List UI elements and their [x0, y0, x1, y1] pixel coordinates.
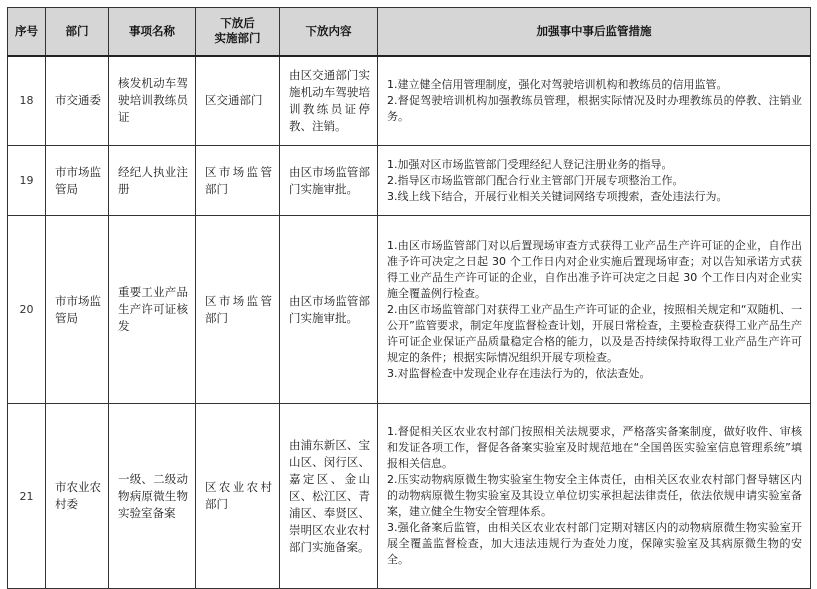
- table-body: [8, 56, 811, 589]
- measure-item: 2.督促驾驶培训机构加强教练员管理，根据实际情况及时办理教练员的停教、注销业务。: [387, 93, 802, 123]
- header-content: 下放内容: [280, 8, 378, 56]
- measure-item: 2.压实动物病原微生物实验室生物安全主体责任，由相关区农业农村部门督导辖区内的动物病原微生物实验室及其设立单位切实承担起法律责任，依法依规申请实验室备案，建立健全生物安全管理体系。: [387, 473, 802, 518]
- measure-item: 1.加强对区市场监管部门受理经纪人登记注册业务的指导。: [387, 157, 673, 171]
- header-impl-line1: 下放后: [220, 16, 255, 31]
- row-impl-dept: 区农业农村部门: [196, 404, 280, 589]
- regulation-table: [7, 7, 811, 589]
- table-row: [8, 404, 811, 589]
- measure-item: 3.线上线下结合，开展行业相关关键词网络专项搜索，查处违法行为。: [387, 189, 728, 203]
- table-header: [8, 8, 811, 56]
- row-content: 由区市场监管部门实施审批。: [280, 146, 378, 216]
- document-page: [7, 7, 811, 589]
- row-measures: [378, 216, 811, 404]
- row-content: 由区市场监管部门实施审批。: [280, 216, 378, 404]
- row-item-name: 经纪人执业注册: [109, 146, 196, 216]
- row-number: 20: [8, 216, 46, 404]
- row-measures: [378, 404, 811, 589]
- header-row: [8, 8, 811, 56]
- header-measures: 加强事中事后监管措施: [378, 8, 811, 56]
- table-row: [8, 146, 811, 216]
- measure-item: 3.强化备案后监管，由相关区农业农村部门定期对辖区内的动物病原微生物实验室开展全覆盖监督检查，加大违法违规行为查处力度，保障实验室及其病原微生物的安全。: [387, 521, 802, 566]
- measure-item: 2.由区市场监管部门对获得工业产品生产许可证的企业，按照相关规定和“双随机、一公开”监管要求，制定年度监督检查计划，开展日常检查，主要检查获得工业产品生产许可证企业保证产品质量稳定合格的能力，以及是否持续保持取得工业产品生产许可规定的条件；根据实际情况组织开展专项检查。: [387, 302, 802, 364]
- row-measures: [378, 146, 811, 216]
- header-impl-line2: 实施部门: [214, 31, 261, 46]
- measure-item: 1.建立健全信用管理制度，强化对驾驶培训机构和教练员的信用监管。: [387, 77, 728, 91]
- row-number: 18: [8, 56, 46, 146]
- row-impl-dept: 区交通部门: [196, 56, 280, 146]
- header-impl: [196, 8, 280, 56]
- row-number: 19: [8, 146, 46, 216]
- measure-item: 3.对监督检查中发现企业存在违法行为的，依法查处。: [387, 366, 651, 380]
- header-item: 事项名称: [109, 8, 196, 56]
- measure-item: 1.由区市场监管部门对以后置现场审查方式获得工业产品生产许可证的企业，自作出准予许可决定之日起 30 个工作日内对企业实施后置现场审查；对以告知承诺方式获得工业产品生产许可证的企业，自作出准予许可决定之日起 30 个工作日内对企业实施全覆盖例行检查。: [387, 238, 802, 300]
- row-content: 由区交通部门实施机动车驾驶培训教练员证停教、注销。: [280, 56, 378, 146]
- measure-item: 1.督促相关区农业农村部门按照相关法规要求，严格落实备案制度，做好收件、审核和发证各项工作，督促各备案实验室及时规范地在“全国兽医实验室信息管理系统”填报相关信息。: [387, 425, 802, 470]
- row-dept: 市市场监管局: [46, 146, 109, 216]
- row-item-name: 一级、二级动物病原微生物实验室备案: [109, 404, 196, 589]
- row-impl-dept: 区市场监管部门: [196, 216, 280, 404]
- row-content: 由浦东新区、宝山区、闵行区、嘉定区、金山区、松江区、青浦区、奉贤区、崇明区农业农村部门实施备案。: [280, 404, 378, 589]
- row-number: 21: [8, 404, 46, 589]
- row-dept: 市交通委: [46, 56, 109, 146]
- header-no: 序号: [8, 8, 46, 56]
- row-dept: 市市场监管局: [46, 216, 109, 404]
- header-dept: 部门: [46, 8, 109, 56]
- table-row: [8, 56, 811, 146]
- row-item-name: 重要工业产品生产许可证核发: [109, 216, 196, 404]
- row-item-name: 核发机动车驾驶培训教练员证: [109, 56, 196, 146]
- table-row: [8, 216, 811, 404]
- row-impl-dept: 区市场监管部门: [196, 146, 280, 216]
- row-measures: [378, 56, 811, 146]
- measure-item: 2.指导区市场监管部门配合行业主管部门开展专项整治工作。: [387, 173, 684, 187]
- row-dept: 市农业农村委: [46, 404, 109, 589]
